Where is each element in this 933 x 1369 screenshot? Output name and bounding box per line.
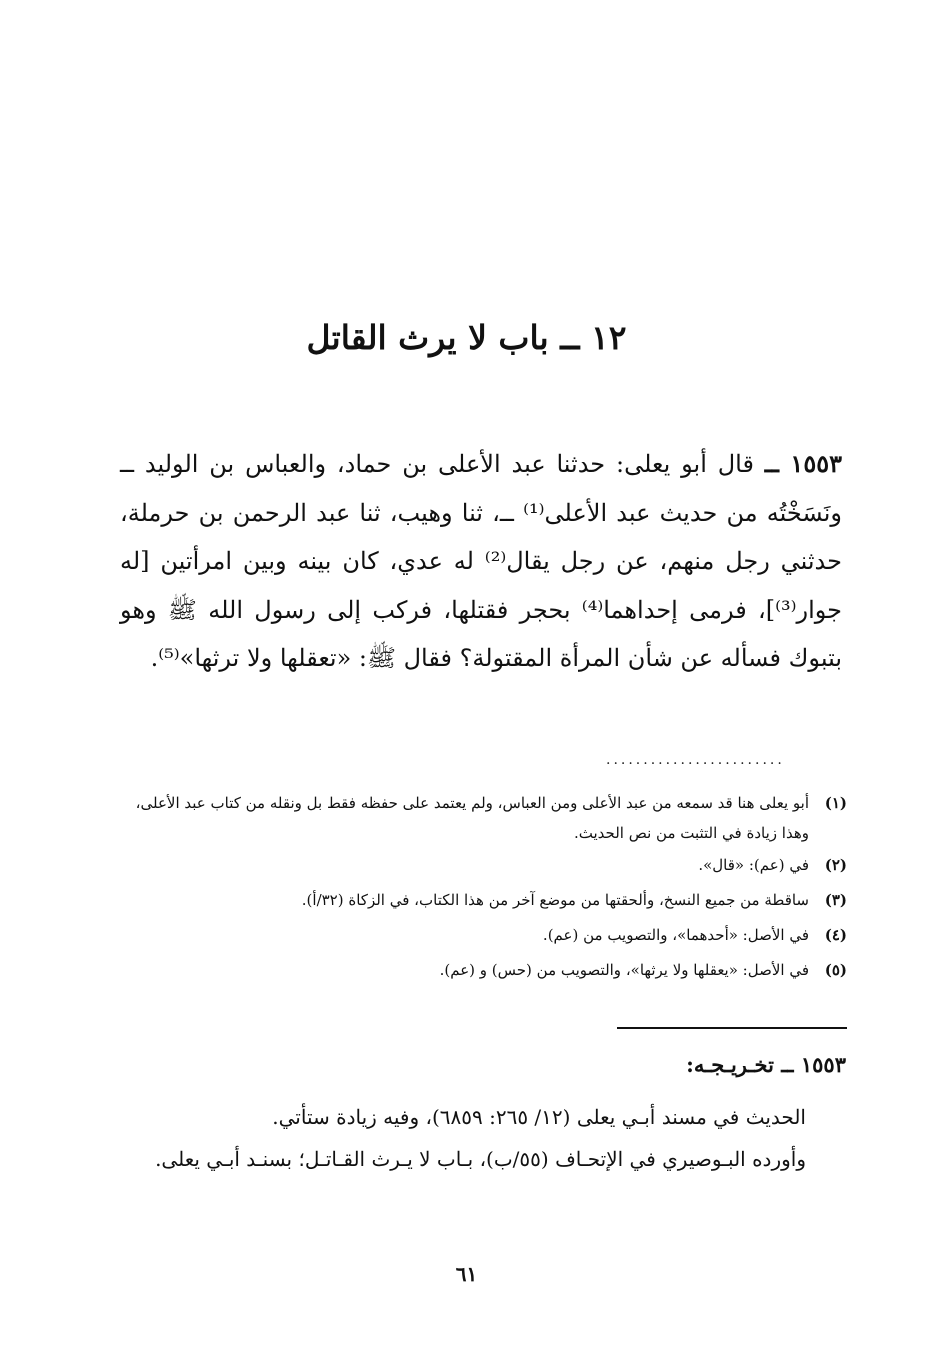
- footnotes: [125, 786, 847, 988]
- footnote-item: [125, 883, 847, 918]
- page-number: ٦١: [455, 1262, 478, 1286]
- footnote-number: (٣): [824, 891, 847, 909]
- footnote-number: (٥): [824, 961, 847, 979]
- separator-dots: ........................: [606, 752, 785, 768]
- takhrij-heading: ١٥٥٣ ــ تخـريـجـه:: [686, 1052, 846, 1077]
- footnote-item: [125, 953, 847, 988]
- footnote-number: (١): [824, 794, 847, 812]
- footnote-number: (٢): [824, 856, 847, 874]
- hadith-text-block: [120, 440, 842, 683]
- footnote-text: في الأصل: «أحدهما»، والتصويب من (عم).: [542, 926, 809, 944]
- footnote-text: ساقطة من جميع النسخ، وألحقتها من موضع آخر من هذا الكتاب، في الزكاة (٣٢/أ).: [301, 891, 809, 909]
- footnote-item: [125, 848, 847, 883]
- hadith-body: قال أبو يعلى: حدثنا عبد الأعلى بن حماد، والعباس بن الوليد ــ ونَسَخْتُه من حديث عبد الأعلى⁽¹⁾ ــ، ثنا وهيب، ثنا عبد الرحمن بن حرملة، حدثني رجل منهم، عن رجل يقال⁽²⁾ له عدي، كان بينه وبين امرأتين [له جوار⁽³⁾]، فرمى إحداهما⁽⁴⁾ بحجر فقتلها، فركب إلى رسول الله ﷺ وهو بتبوك فسأله عن شأن المرأة المقتولة؟ فقال ﷺ: «تعقلها ولا ترثها»⁽⁵⁾.: [120, 450, 842, 672]
- footnote-text: في الأصل: «يعقلها ولا يرثها»، والتصويب من (حس) و (عم).: [439, 961, 809, 979]
- footnote-item: [125, 918, 847, 953]
- footnote-number: (٤): [824, 926, 847, 944]
- chapter-title: ١٢ ــ باب لا يرث القاتل: [306, 318, 627, 357]
- footnote-text: في (عم): «قال».: [698, 856, 809, 874]
- takhrij-paragraph: وأورده البـوصيري في الإتحـاف (٥٥/ب)، بـاب لا يـرث القـاتـل؛ بسنـد أبـي يعلى.: [155, 1147, 806, 1171]
- hadith-number: ١٥٥٣ ــ: [764, 449, 842, 478]
- takhrij-body: [130, 1096, 846, 1180]
- footnote-text: أبو يعلى هنا قد سمعه من عبد الأعلى ومن العباس، ولم يعتمد على حفظه فقط بل ونقله من كتاب عبد الأعلى، وهذا زيادة في التثبت من نص الحديث.: [135, 794, 809, 842]
- takhrij-paragraph: الحديث في مسند أبـي يعلى (١٢/ ٢٦٥: ٦٨٥٩)، وفيه زيادة ستأتي.: [272, 1105, 806, 1129]
- footnote-item: [125, 786, 847, 848]
- section-divider: [617, 1027, 847, 1029]
